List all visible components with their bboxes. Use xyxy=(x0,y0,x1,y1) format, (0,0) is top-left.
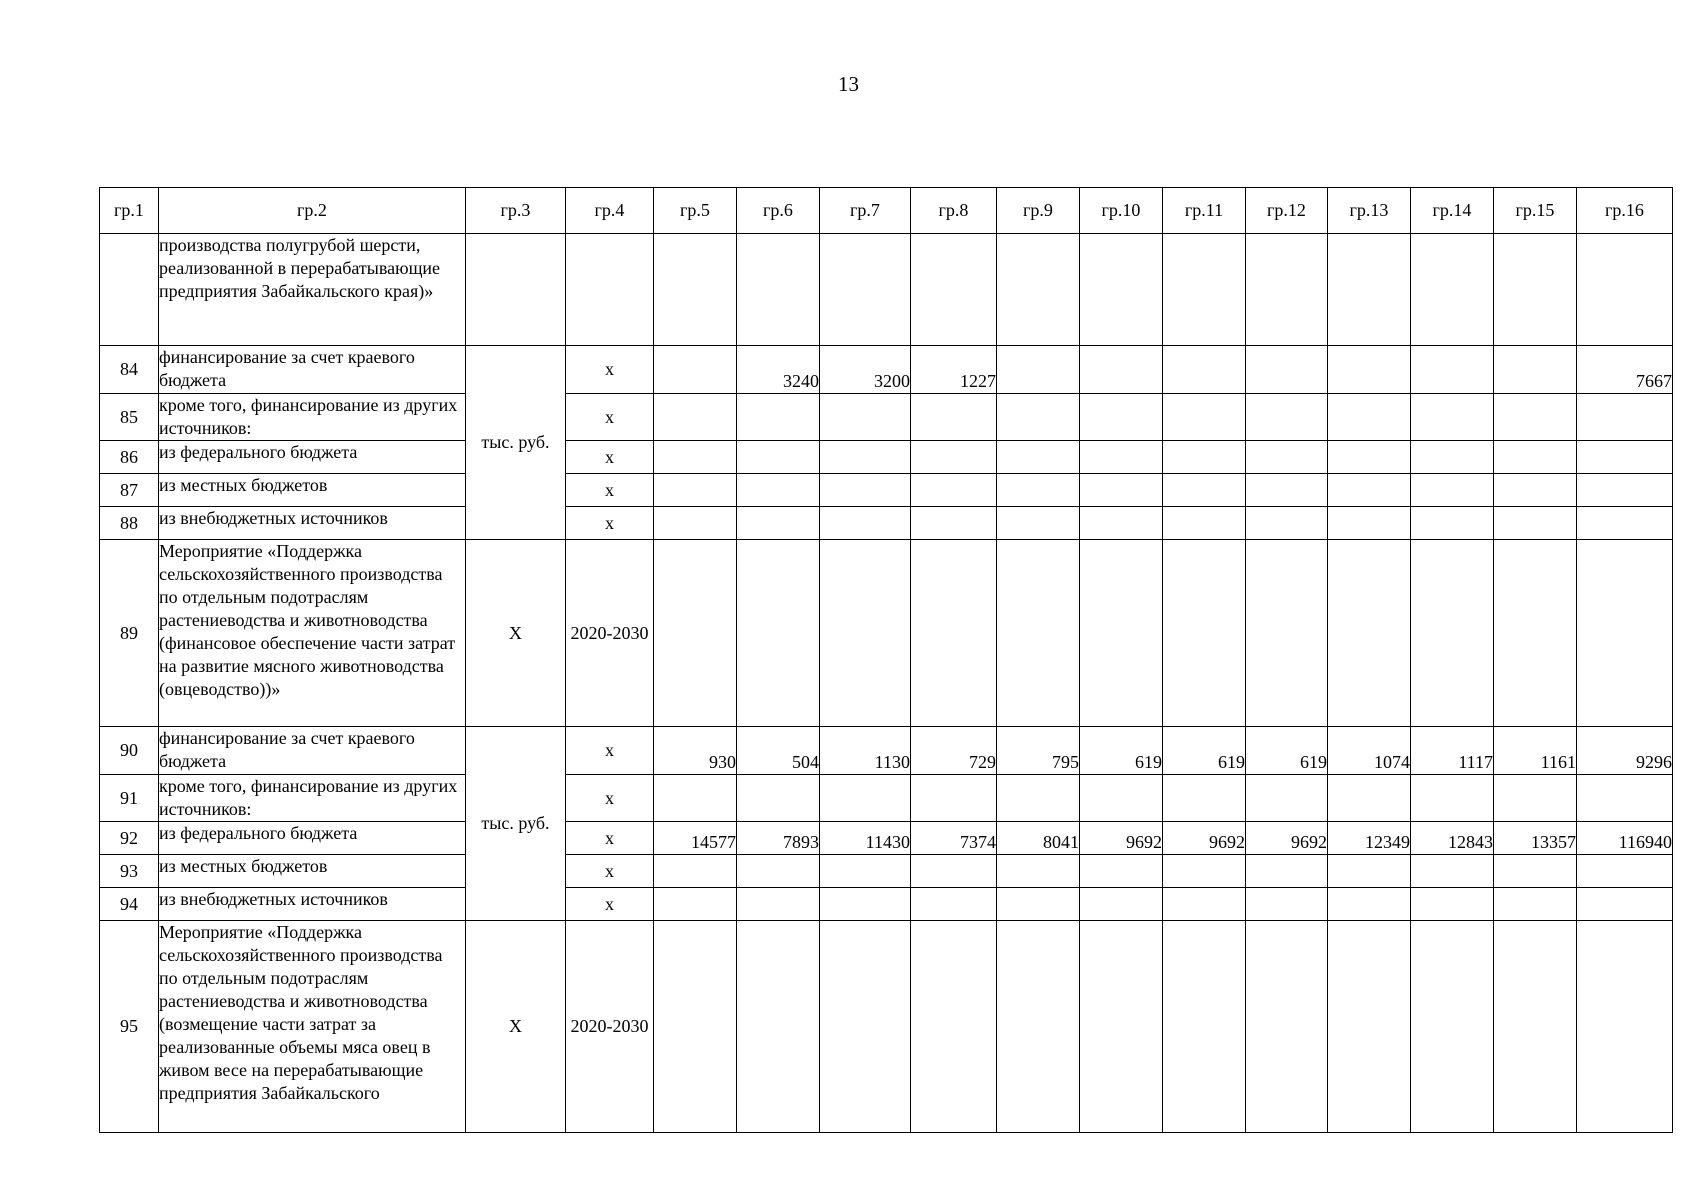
value-cell: 619 xyxy=(1163,727,1246,775)
value-cell: 9692 xyxy=(1080,822,1163,855)
value-cell xyxy=(654,234,737,346)
row-number: 85 xyxy=(100,394,159,441)
value-cell xyxy=(911,474,997,507)
value-cell xyxy=(654,346,737,394)
value-cell xyxy=(1246,234,1328,346)
period-cell xyxy=(566,234,654,346)
value-cell xyxy=(654,394,737,441)
value-cell xyxy=(1494,921,1577,1133)
value-cell xyxy=(820,394,911,441)
header-row xyxy=(100,188,1673,234)
value-cell xyxy=(1411,540,1494,727)
value-cell: 504 xyxy=(737,727,820,775)
value-cell xyxy=(1163,855,1246,888)
value-cell xyxy=(1577,441,1673,474)
value-cell xyxy=(911,234,997,346)
value-cell xyxy=(1080,921,1163,1133)
value-cell xyxy=(1246,888,1328,921)
unit-cell xyxy=(466,234,566,346)
column-header: гр.9 xyxy=(997,188,1080,234)
period-cell: x xyxy=(566,346,654,394)
value-cell xyxy=(1080,394,1163,441)
value-cell xyxy=(1246,540,1328,727)
value-cell xyxy=(1411,394,1494,441)
value-cell xyxy=(1080,775,1163,822)
value-cell: 619 xyxy=(1080,727,1163,775)
row-number: 86 xyxy=(100,441,159,474)
value-cell: 1130 xyxy=(820,727,911,775)
value-cell xyxy=(1246,346,1328,394)
period-cell: 2020-2030 xyxy=(566,540,654,727)
row-number: 88 xyxy=(100,507,159,540)
value-cell xyxy=(997,507,1080,540)
value-cell xyxy=(1577,775,1673,822)
value-cell xyxy=(654,855,737,888)
column-header: гр.6 xyxy=(737,188,820,234)
value-cell xyxy=(1246,394,1328,441)
value-cell xyxy=(1494,775,1577,822)
value-cell xyxy=(737,507,820,540)
value-cell xyxy=(1494,540,1577,727)
value-cell xyxy=(1080,346,1163,394)
row-number: 90 xyxy=(100,727,159,775)
row-number: 84 xyxy=(100,346,159,394)
value-cell xyxy=(820,474,911,507)
value-cell xyxy=(820,507,911,540)
value-cell xyxy=(1411,346,1494,394)
value-cell xyxy=(1163,346,1246,394)
unit-cell: Х xyxy=(466,540,566,727)
value-cell xyxy=(1494,507,1577,540)
table-row xyxy=(100,441,1673,474)
table-row xyxy=(100,346,1673,394)
value-cell: 1074 xyxy=(1328,727,1411,775)
period-cell: 2020-2030 xyxy=(566,921,654,1133)
period-cell: x xyxy=(566,775,654,822)
row-number: 87 xyxy=(100,474,159,507)
column-header: гр.5 xyxy=(654,188,737,234)
period-cell: x xyxy=(566,855,654,888)
row-description: из местных бюджетов xyxy=(159,855,466,888)
value-cell: 7667 xyxy=(1577,346,1673,394)
table-row xyxy=(100,540,1673,727)
unit-cell: тыс. руб. xyxy=(466,346,566,540)
row-number: 95 xyxy=(100,921,159,1133)
value-cell xyxy=(997,474,1080,507)
row-number: 89 xyxy=(100,540,159,727)
value-cell xyxy=(737,888,820,921)
value-cell: 9296 xyxy=(1577,727,1673,775)
value-cell xyxy=(1080,888,1163,921)
value-cell xyxy=(1328,540,1411,727)
value-cell xyxy=(737,775,820,822)
value-cell: 1227 xyxy=(911,346,997,394)
value-cell xyxy=(1328,441,1411,474)
value-cell xyxy=(1246,474,1328,507)
value-cell xyxy=(1411,921,1494,1133)
column-header: гр.10 xyxy=(1080,188,1163,234)
row-number: 92 xyxy=(100,822,159,855)
row-number xyxy=(100,234,159,346)
row-description: из внебюджетных источников xyxy=(159,507,466,540)
value-cell xyxy=(1494,441,1577,474)
value-cell xyxy=(997,775,1080,822)
value-cell xyxy=(1163,888,1246,921)
value-cell xyxy=(911,775,997,822)
column-header: гр.1 xyxy=(100,188,159,234)
value-cell xyxy=(1411,888,1494,921)
value-cell: 12843 xyxy=(1411,822,1494,855)
column-header: гр.7 xyxy=(820,188,911,234)
value-cell xyxy=(1163,474,1246,507)
value-cell xyxy=(1328,507,1411,540)
value-cell: 9692 xyxy=(1246,822,1328,855)
value-cell xyxy=(1494,394,1577,441)
column-header: гр.16 xyxy=(1577,188,1673,234)
page-number: 13 xyxy=(838,72,859,96)
value-cell xyxy=(820,921,911,1133)
table-row xyxy=(100,474,1673,507)
value-cell xyxy=(997,441,1080,474)
value-cell xyxy=(1577,394,1673,441)
value-cell xyxy=(1494,234,1577,346)
value-cell xyxy=(1328,921,1411,1133)
value-cell xyxy=(820,855,911,888)
value-cell xyxy=(1494,346,1577,394)
value-cell: 3240 xyxy=(737,346,820,394)
value-cell xyxy=(737,540,820,727)
value-cell: 8041 xyxy=(997,822,1080,855)
value-cell xyxy=(654,474,737,507)
value-cell xyxy=(911,394,997,441)
period-cell: x xyxy=(566,441,654,474)
value-cell xyxy=(1080,441,1163,474)
column-header: гр.11 xyxy=(1163,188,1246,234)
value-cell xyxy=(1411,234,1494,346)
value-cell xyxy=(1163,234,1246,346)
column-header: гр.14 xyxy=(1411,188,1494,234)
value-cell xyxy=(1411,474,1494,507)
period-cell: x xyxy=(566,822,654,855)
row-number: 91 xyxy=(100,775,159,822)
value-cell: 7374 xyxy=(911,822,997,855)
row-description: кроме того, финансирование из других источников: xyxy=(159,775,466,822)
value-cell: 12349 xyxy=(1328,822,1411,855)
value-cell xyxy=(1080,474,1163,507)
value-cell xyxy=(1328,394,1411,441)
value-cell: 930 xyxy=(654,727,737,775)
value-cell xyxy=(654,888,737,921)
period-cell: x xyxy=(566,507,654,540)
value-cell xyxy=(1246,775,1328,822)
unit-cell: Х xyxy=(466,921,566,1133)
value-cell xyxy=(1246,921,1328,1133)
value-cell xyxy=(1411,507,1494,540)
value-cell xyxy=(911,921,997,1133)
value-cell xyxy=(911,441,997,474)
value-cell xyxy=(654,441,737,474)
value-cell xyxy=(1328,234,1411,346)
row-description: Мероприятие «Поддержка сельскохозяйственного производства по отдельным подотраслям растениеводства и животноводства (возмещение части затрат за реализованные объемы мяса овец в живом весе на перерабатывающие предприятия Забайкальского xyxy=(159,921,466,1133)
value-cell: 3200 xyxy=(820,346,911,394)
row-description: из местных бюджетов xyxy=(159,474,466,507)
column-header: гр.2 xyxy=(159,188,466,234)
value-cell xyxy=(1328,346,1411,394)
value-cell xyxy=(1577,888,1673,921)
value-cell: 9692 xyxy=(1163,822,1246,855)
value-cell xyxy=(1411,855,1494,888)
value-cell: 14577 xyxy=(654,822,737,855)
value-cell xyxy=(1163,921,1246,1133)
column-header: гр.15 xyxy=(1494,188,1577,234)
value-cell: 1161 xyxy=(1494,727,1577,775)
value-cell xyxy=(654,921,737,1133)
row-description: финансирование за счет краевого бюджета xyxy=(159,346,466,394)
value-cell xyxy=(1328,888,1411,921)
value-cell xyxy=(1411,775,1494,822)
row-description: производства полугрубой шерсти, реализованной в перерабатывающие предприятия Забайкальского края)» xyxy=(159,234,466,346)
value-cell xyxy=(1080,540,1163,727)
value-cell xyxy=(1494,474,1577,507)
row-description: Мероприятие «Поддержка сельскохозяйственного производства по отдельным подотраслям растениеводства и животноводства (финансовое обеспечение части затрат на развитие мясного животноводства (овцеводство))» xyxy=(159,540,466,727)
table-row xyxy=(100,921,1673,1133)
value-cell xyxy=(1577,507,1673,540)
value-cell xyxy=(1577,921,1673,1133)
value-cell xyxy=(1246,441,1328,474)
value-cell xyxy=(911,507,997,540)
column-header: гр.8 xyxy=(911,188,997,234)
value-cell xyxy=(737,234,820,346)
value-cell xyxy=(997,855,1080,888)
value-cell: 795 xyxy=(997,727,1080,775)
value-cell xyxy=(737,855,820,888)
value-cell: 11430 xyxy=(820,822,911,855)
value-cell xyxy=(1494,888,1577,921)
table-row xyxy=(100,888,1673,921)
value-cell xyxy=(737,474,820,507)
value-cell xyxy=(1163,507,1246,540)
value-cell: 116940 xyxy=(1577,822,1673,855)
table-row xyxy=(100,394,1673,441)
table-row xyxy=(100,822,1673,855)
value-cell: 619 xyxy=(1246,727,1328,775)
unit-cell: тыс. руб. xyxy=(466,727,566,921)
value-cell xyxy=(997,394,1080,441)
value-cell xyxy=(654,540,737,727)
value-cell xyxy=(820,888,911,921)
value-cell xyxy=(1577,540,1673,727)
value-cell xyxy=(997,540,1080,727)
value-cell xyxy=(1577,234,1673,346)
row-description: из внебюджетных источников xyxy=(159,888,466,921)
period-cell: x xyxy=(566,888,654,921)
value-cell xyxy=(820,234,911,346)
row-description: из федерального бюджета xyxy=(159,441,466,474)
value-cell xyxy=(911,888,997,921)
value-cell xyxy=(1411,441,1494,474)
value-cell xyxy=(997,921,1080,1133)
period-cell: x xyxy=(566,474,654,507)
value-cell xyxy=(1080,234,1163,346)
value-cell xyxy=(1577,855,1673,888)
value-cell xyxy=(1577,474,1673,507)
table-row xyxy=(100,775,1673,822)
value-cell xyxy=(654,507,737,540)
column-header: гр.12 xyxy=(1246,188,1328,234)
value-cell xyxy=(1080,855,1163,888)
column-header: гр.4 xyxy=(566,188,654,234)
value-cell xyxy=(1328,474,1411,507)
column-header: гр.13 xyxy=(1328,188,1411,234)
value-cell xyxy=(737,921,820,1133)
value-cell xyxy=(820,775,911,822)
period-cell: x xyxy=(566,394,654,441)
value-cell xyxy=(1494,855,1577,888)
row-number: 93 xyxy=(100,855,159,888)
value-cell xyxy=(911,855,997,888)
value-cell xyxy=(1163,540,1246,727)
row-description: из федерального бюджета xyxy=(159,822,466,855)
value-cell xyxy=(1163,775,1246,822)
value-cell xyxy=(820,540,911,727)
value-cell: 7893 xyxy=(737,822,820,855)
budget-table xyxy=(99,187,1673,1133)
value-cell xyxy=(997,234,1080,346)
value-cell xyxy=(1328,855,1411,888)
value-cell: 729 xyxy=(911,727,997,775)
value-cell xyxy=(1246,855,1328,888)
period-cell: x xyxy=(566,727,654,775)
value-cell: 13357 xyxy=(1494,822,1577,855)
value-cell xyxy=(1328,775,1411,822)
row-description: финансирование за счет краевого бюджета xyxy=(159,727,466,775)
value-cell xyxy=(911,540,997,727)
row-number: 94 xyxy=(100,888,159,921)
value-cell xyxy=(737,441,820,474)
value-cell xyxy=(1246,507,1328,540)
table-row xyxy=(100,855,1673,888)
value-cell xyxy=(1163,394,1246,441)
value-cell xyxy=(1163,441,1246,474)
value-cell xyxy=(820,441,911,474)
value-cell: 1117 xyxy=(1411,727,1494,775)
table-row xyxy=(100,507,1673,540)
value-cell xyxy=(654,775,737,822)
column-header: гр.3 xyxy=(466,188,566,234)
value-cell xyxy=(997,888,1080,921)
value-cell xyxy=(737,394,820,441)
table-row xyxy=(100,727,1673,775)
table-row xyxy=(100,234,1673,346)
row-description: кроме того, финансирование из других источников: xyxy=(159,394,466,441)
value-cell xyxy=(997,346,1080,394)
value-cell xyxy=(1080,507,1163,540)
